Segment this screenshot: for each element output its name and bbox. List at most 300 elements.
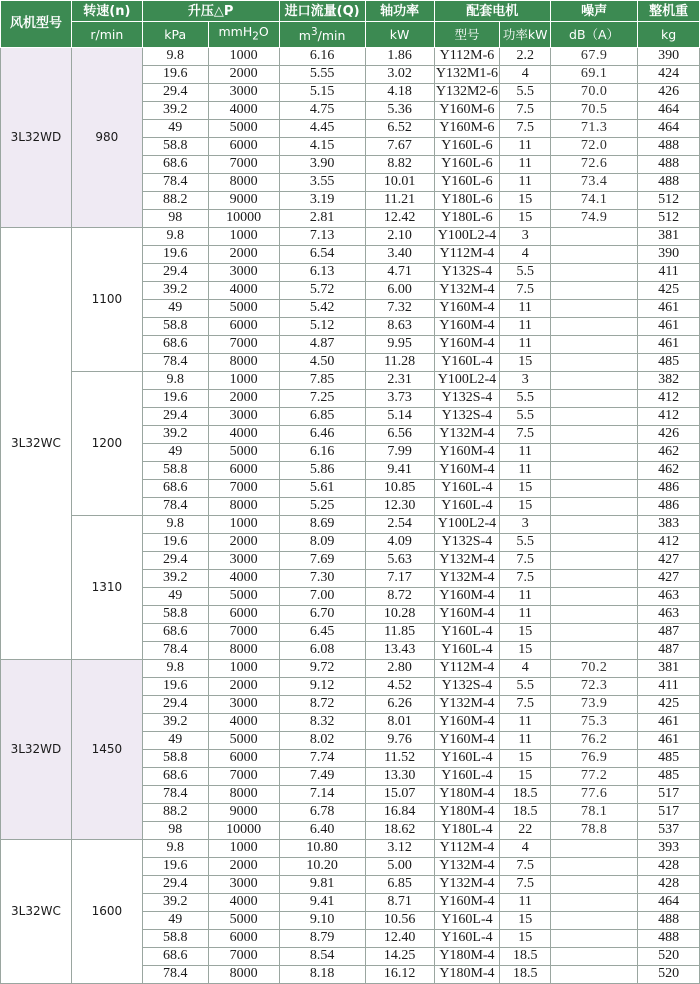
flow-cell: 8.02 — [279, 731, 365, 749]
flow-cell: 4.15 — [279, 137, 365, 155]
motor-type-cell: Y132M-4 — [434, 875, 500, 893]
pressure-mmh2o-cell: 2000 — [208, 533, 279, 551]
pressure-kpa-cell: 19.6 — [142, 65, 208, 83]
motor-type-cell: Y160M-4 — [434, 605, 500, 623]
table-row — [1, 47, 700, 65]
weight-cell: 517 — [638, 803, 700, 821]
unit-flow-sup: 3 — [310, 26, 318, 39]
noise-cell — [551, 425, 638, 443]
motor-power-cell: 4 — [500, 839, 551, 857]
shaft-power-cell: 11.21 — [365, 191, 434, 209]
motor-type-cell: Y180L-6 — [434, 209, 500, 227]
unit-flow — [279, 22, 365, 48]
motor-type-cell: Y160M-4 — [434, 893, 500, 911]
pressure-mmh2o-cell: 5000 — [208, 299, 279, 317]
motor-power-cell: 3 — [500, 227, 551, 245]
noise-cell — [551, 893, 638, 911]
pressure-mmh2o-cell: 7000 — [208, 947, 279, 965]
weight-cell: 488 — [638, 929, 700, 947]
motor-power-cell: 3 — [500, 371, 551, 389]
pressure-mmh2o-cell: 2000 — [208, 65, 279, 83]
flow-cell: 8.32 — [279, 713, 365, 731]
flow-cell: 6.70 — [279, 605, 365, 623]
weight-cell: 537 — [638, 821, 700, 839]
noise-cell: 76.9 — [551, 749, 638, 767]
noise-cell — [551, 245, 638, 263]
pressure-kpa-cell: 78.4 — [142, 353, 208, 371]
header-pressure: 升压△P — [142, 1, 279, 22]
noise-cell — [551, 911, 638, 929]
fan-model-cell: 3L32WC — [1, 839, 72, 983]
noise-cell: 72.0 — [551, 137, 638, 155]
shaft-power-cell: 3.02 — [365, 65, 434, 83]
shaft-power-cell: 2.54 — [365, 515, 434, 533]
pressure-kpa-cell: 78.4 — [142, 965, 208, 983]
motor-power-cell: 3 — [500, 515, 551, 533]
pressure-mmh2o-cell: 3000 — [208, 83, 279, 101]
shaft-power-cell: 12.30 — [365, 497, 434, 515]
pressure-mmh2o-cell: 10000 — [208, 209, 279, 227]
weight-cell: 463 — [638, 587, 700, 605]
pressure-kpa-cell: 68.6 — [142, 155, 208, 173]
noise-cell — [551, 335, 638, 353]
pressure-kpa-cell: 9.8 — [142, 371, 208, 389]
table-row — [1, 659, 700, 677]
motor-type-cell: Y160L-6 — [434, 137, 500, 155]
weight-cell: 428 — [638, 875, 700, 893]
motor-type-cell: Y132M-4 — [434, 695, 500, 713]
pressure-kpa-cell: 68.6 — [142, 335, 208, 353]
motor-power-cell: 15 — [500, 497, 551, 515]
weight-cell: 411 — [638, 677, 700, 695]
pressure-mmh2o-cell: 2000 — [208, 857, 279, 875]
shaft-power-cell: 8.82 — [365, 155, 434, 173]
shaft-power-cell: 10.56 — [365, 911, 434, 929]
noise-cell — [551, 515, 638, 533]
shaft-power-cell: 6.85 — [365, 875, 434, 893]
shaft-power-cell: 7.99 — [365, 443, 434, 461]
motor-power-cell: 22 — [500, 821, 551, 839]
noise-cell: 73.4 — [551, 173, 638, 191]
noise-cell: 72.6 — [551, 155, 638, 173]
motor-type-cell: Y160L-4 — [434, 749, 500, 767]
weight-cell: 485 — [638, 353, 700, 371]
noise-cell — [551, 587, 638, 605]
pressure-kpa-cell: 88.2 — [142, 191, 208, 209]
motor-type-cell: Y132S-4 — [434, 407, 500, 425]
motor-type-cell: Y132M-4 — [434, 857, 500, 875]
pressure-kpa-cell: 78.4 — [142, 173, 208, 191]
table-row — [1, 515, 700, 533]
weight-cell: 512 — [638, 191, 700, 209]
pressure-mmh2o-cell: 4000 — [208, 569, 279, 587]
noise-cell — [551, 551, 638, 569]
pressure-kpa-cell: 9.8 — [142, 839, 208, 857]
pressure-mmh2o-cell: 7000 — [208, 623, 279, 641]
pressure-mmh2o-cell: 4000 — [208, 893, 279, 911]
motor-type-cell: Y180M-4 — [434, 947, 500, 965]
pressure-mmh2o-cell: 5000 — [208, 443, 279, 461]
pressure-mmh2o-cell: 6000 — [208, 605, 279, 623]
motor-power-cell: 4 — [500, 245, 551, 263]
header-row — [1, 1, 700, 22]
pressure-kpa-cell: 19.6 — [142, 857, 208, 875]
pressure-kpa-cell: 58.8 — [142, 317, 208, 335]
pressure-kpa-cell: 58.8 — [142, 605, 208, 623]
motor-type-cell: Y112M-4 — [434, 839, 500, 857]
motor-type-cell: Y112M-6 — [434, 47, 500, 65]
flow-cell: 10.20 — [279, 857, 365, 875]
weight-cell: 485 — [638, 767, 700, 785]
pressure-mmh2o-cell: 8000 — [208, 173, 279, 191]
noise-cell — [551, 443, 638, 461]
pressure-kpa-cell: 78.4 — [142, 785, 208, 803]
flow-cell: 6.40 — [279, 821, 365, 839]
shaft-power-cell: 9.41 — [365, 461, 434, 479]
noise-cell: 74.1 — [551, 191, 638, 209]
motor-type-cell: Y160L-4 — [434, 353, 500, 371]
shaft-power-cell: 7.32 — [365, 299, 434, 317]
weight-cell: 512 — [638, 209, 700, 227]
pressure-mmh2o-cell: 4000 — [208, 425, 279, 443]
flow-cell: 5.42 — [279, 299, 365, 317]
pressure-mmh2o-cell: 4000 — [208, 713, 279, 731]
motor-power-cell: 7.5 — [500, 281, 551, 299]
motor-type-cell: Y160M-6 — [434, 119, 500, 137]
flow-cell: 10.80 — [279, 839, 365, 857]
motor-power-cell: 11 — [500, 731, 551, 749]
fan-model-cell: 3L32WC — [1, 227, 72, 659]
shaft-power-cell: 8.63 — [365, 317, 434, 335]
weight-cell: 488 — [638, 173, 700, 191]
motor-power-cell: 5.5 — [500, 533, 551, 551]
weight-cell: 488 — [638, 155, 700, 173]
unit-motor-type: 型号 — [434, 22, 500, 48]
motor-power-cell: 5.5 — [500, 677, 551, 695]
weight-cell: 382 — [638, 371, 700, 389]
motor-power-cell: 15 — [500, 749, 551, 767]
weight-cell: 520 — [638, 965, 700, 983]
motor-power-cell: 15 — [500, 623, 551, 641]
motor-power-cell: 7.5 — [500, 695, 551, 713]
motor-type-cell: Y132S-4 — [434, 533, 500, 551]
motor-type-cell: Y180M-4 — [434, 803, 500, 821]
pressure-mmh2o-cell: 3000 — [208, 407, 279, 425]
weight-cell: 517 — [638, 785, 700, 803]
shaft-power-cell: 7.67 — [365, 137, 434, 155]
flow-cell: 5.12 — [279, 317, 365, 335]
pressure-kpa-cell: 29.4 — [142, 83, 208, 101]
flow-cell: 6.85 — [279, 407, 365, 425]
noise-cell — [551, 641, 638, 659]
noise-cell: 73.9 — [551, 695, 638, 713]
motor-power-cell: 11 — [500, 713, 551, 731]
motor-power-cell: 15 — [500, 209, 551, 227]
weight-cell: 486 — [638, 479, 700, 497]
pressure-mmh2o-cell: 5000 — [208, 119, 279, 137]
weight-cell: 425 — [638, 695, 700, 713]
table-body — [1, 47, 700, 983]
weight-cell: 381 — [638, 227, 700, 245]
pressure-mmh2o-cell: 3000 — [208, 263, 279, 281]
speed-cell: 1450 — [71, 659, 142, 839]
flow-cell: 7.00 — [279, 587, 365, 605]
flow-cell: 9.41 — [279, 893, 365, 911]
motor-type-cell: Y132M-4 — [434, 551, 500, 569]
flow-cell: 7.25 — [279, 389, 365, 407]
pressure-kpa-cell: 39.2 — [142, 893, 208, 911]
flow-cell: 4.87 — [279, 335, 365, 353]
pressure-kpa-cell: 49 — [142, 119, 208, 137]
shaft-power-cell: 4.18 — [365, 83, 434, 101]
noise-cell — [551, 299, 638, 317]
motor-type-cell: Y160M-4 — [434, 587, 500, 605]
unit-mmh2o-end: O — [258, 24, 269, 39]
motor-power-cell: 5.5 — [500, 263, 551, 281]
weight-cell: 461 — [638, 317, 700, 335]
pressure-kpa-cell: 19.6 — [142, 389, 208, 407]
pressure-kpa-cell: 19.6 — [142, 533, 208, 551]
noise-cell: 70.2 — [551, 659, 638, 677]
weight-cell: 412 — [638, 407, 700, 425]
pressure-kpa-cell: 58.8 — [142, 749, 208, 767]
shaft-power-cell: 5.00 — [365, 857, 434, 875]
flow-cell: 4.45 — [279, 119, 365, 137]
motor-power-cell: 11 — [500, 335, 551, 353]
pressure-kpa-cell: 78.4 — [142, 497, 208, 515]
noise-cell: 71.3 — [551, 119, 638, 137]
header-shaft-power: 轴功率 — [365, 1, 434, 22]
pressure-mmh2o-cell: 2000 — [208, 677, 279, 695]
pressure-kpa-cell: 39.2 — [142, 569, 208, 587]
shaft-power-cell: 9.76 — [365, 731, 434, 749]
noise-cell — [551, 857, 638, 875]
pressure-kpa-cell: 98 — [142, 209, 208, 227]
weight-cell: 381 — [638, 659, 700, 677]
motor-type-cell: Y132S-4 — [434, 389, 500, 407]
pressure-mmh2o-cell: 1000 — [208, 515, 279, 533]
weight-cell: 412 — [638, 389, 700, 407]
weight-cell: 464 — [638, 101, 700, 119]
motor-type-cell: Y160L-4 — [434, 479, 500, 497]
weight-cell: 427 — [638, 551, 700, 569]
shaft-power-cell: 4.52 — [365, 677, 434, 695]
noise-cell: 75.3 — [551, 713, 638, 731]
motor-power-cell: 15 — [500, 191, 551, 209]
pressure-mmh2o-cell: 1000 — [208, 47, 279, 65]
pressure-kpa-cell: 68.6 — [142, 479, 208, 497]
flow-cell: 5.15 — [279, 83, 365, 101]
motor-type-cell: Y160L-4 — [434, 497, 500, 515]
flow-cell: 8.72 — [279, 695, 365, 713]
shaft-power-cell: 3.73 — [365, 389, 434, 407]
motor-power-cell: 11 — [500, 317, 551, 335]
motor-power-cell: 4 — [500, 659, 551, 677]
noise-cell — [551, 533, 638, 551]
shaft-power-cell: 6.56 — [365, 425, 434, 443]
table-row — [1, 839, 700, 857]
flow-cell: 4.75 — [279, 101, 365, 119]
weight-cell: 488 — [638, 911, 700, 929]
noise-cell — [551, 263, 638, 281]
weight-cell: 461 — [638, 731, 700, 749]
pressure-kpa-cell: 68.6 — [142, 947, 208, 965]
motor-power-cell: 7.5 — [500, 551, 551, 569]
motor-power-cell: 11 — [500, 299, 551, 317]
pressure-kpa-cell: 19.6 — [142, 677, 208, 695]
flow-cell: 6.13 — [279, 263, 365, 281]
pressure-mmh2o-cell: 7000 — [208, 767, 279, 785]
weight-cell: 428 — [638, 857, 700, 875]
motor-power-cell: 11 — [500, 587, 551, 605]
flow-cell: 6.45 — [279, 623, 365, 641]
noise-cell — [551, 461, 638, 479]
pressure-kpa-cell: 58.8 — [142, 461, 208, 479]
shaft-power-cell: 6.52 — [365, 119, 434, 137]
header-flow: 进口流量(Q) — [279, 1, 365, 22]
motor-power-cell: 18.5 — [500, 803, 551, 821]
motor-power-cell: 11 — [500, 173, 551, 191]
pressure-kpa-cell: 49 — [142, 299, 208, 317]
shaft-power-cell: 16.84 — [365, 803, 434, 821]
weight-cell: 426 — [638, 83, 700, 101]
noise-cell: 69.1 — [551, 65, 638, 83]
motor-power-cell: 7.5 — [500, 119, 551, 137]
shaft-power-cell: 1.86 — [365, 47, 434, 65]
motor-power-cell: 2.2 — [500, 47, 551, 65]
pressure-kpa-cell: 39.2 — [142, 713, 208, 731]
shaft-power-cell: 8.72 — [365, 587, 434, 605]
pressure-mmh2o-cell: 6000 — [208, 461, 279, 479]
motor-type-cell: Y160L-6 — [434, 173, 500, 191]
motor-power-cell: 5.5 — [500, 389, 551, 407]
motor-power-cell: 18.5 — [500, 785, 551, 803]
motor-type-cell: Y100L2-4 — [434, 227, 500, 245]
flow-cell: 5.72 — [279, 281, 365, 299]
flow-cell: 7.49 — [279, 767, 365, 785]
weight-cell: 461 — [638, 335, 700, 353]
flow-cell: 5.25 — [279, 497, 365, 515]
motor-power-cell: 15 — [500, 929, 551, 947]
pressure-kpa-cell: 39.2 — [142, 101, 208, 119]
shaft-power-cell: 5.63 — [365, 551, 434, 569]
shaft-power-cell: 10.01 — [365, 173, 434, 191]
motor-type-cell: Y160L-4 — [434, 929, 500, 947]
table-row — [1, 371, 700, 389]
fan-model-cell: 3L32WD — [1, 659, 72, 839]
motor-power-cell: 15 — [500, 479, 551, 497]
pressure-mmh2o-cell: 3000 — [208, 875, 279, 893]
pressure-kpa-cell: 29.4 — [142, 407, 208, 425]
motor-type-cell: Y112M-4 — [434, 245, 500, 263]
motor-type-cell: Y160M-4 — [434, 335, 500, 353]
motor-power-cell: 11 — [500, 155, 551, 173]
shaft-power-cell: 5.36 — [365, 101, 434, 119]
weight-cell: 487 — [638, 641, 700, 659]
shaft-power-cell: 13.30 — [365, 767, 434, 785]
motor-type-cell: Y160M-4 — [434, 299, 500, 317]
shaft-power-cell: 11.28 — [365, 353, 434, 371]
shaft-power-cell: 3.12 — [365, 839, 434, 857]
pressure-kpa-cell: 9.8 — [142, 227, 208, 245]
noise-cell: 72.3 — [551, 677, 638, 695]
pressure-kpa-cell: 49 — [142, 443, 208, 461]
weight-cell: 464 — [638, 893, 700, 911]
noise-cell: 78.8 — [551, 821, 638, 839]
motor-power-cell: 15 — [500, 911, 551, 929]
motor-type-cell: Y180L-6 — [434, 191, 500, 209]
noise-cell — [551, 947, 638, 965]
shaft-power-cell: 8.01 — [365, 713, 434, 731]
motor-type-cell: Y180L-4 — [434, 821, 500, 839]
shaft-power-cell: 11.85 — [365, 623, 434, 641]
flow-cell: 6.16 — [279, 443, 365, 461]
flow-cell: 6.08 — [279, 641, 365, 659]
shaft-power-cell: 6.26 — [365, 695, 434, 713]
pressure-kpa-cell: 58.8 — [142, 929, 208, 947]
flow-cell: 6.54 — [279, 245, 365, 263]
motor-type-cell: Y132M-4 — [434, 569, 500, 587]
shaft-power-cell: 12.40 — [365, 929, 434, 947]
motor-type-cell: Y160L-4 — [434, 911, 500, 929]
motor-type-cell: Y100L2-4 — [434, 371, 500, 389]
shaft-power-cell: 10.28 — [365, 605, 434, 623]
motor-type-cell: Y132M2-6 — [435, 84, 499, 99]
flow-cell: 7.30 — [279, 569, 365, 587]
weight-cell: 390 — [638, 245, 700, 263]
motor-power-cell: 18.5 — [500, 947, 551, 965]
motor-power-cell: 11 — [500, 893, 551, 911]
pressure-kpa-cell: 68.6 — [142, 767, 208, 785]
motor-type-cell: Y160L-6 — [434, 155, 500, 173]
noise-cell: 76.2 — [551, 731, 638, 749]
table-row — [1, 227, 700, 245]
flow-cell: 3.90 — [279, 155, 365, 173]
header-weight: 整机重 — [638, 1, 700, 22]
motor-power-cell: 11 — [500, 137, 551, 155]
shaft-power-cell: 18.62 — [365, 821, 434, 839]
flow-cell: 6.16 — [279, 47, 365, 65]
pressure-kpa-cell: 29.4 — [142, 875, 208, 893]
noise-cell — [551, 281, 638, 299]
pressure-kpa-cell: 78.4 — [142, 641, 208, 659]
pressure-mmh2o-cell: 8000 — [208, 353, 279, 371]
unit-power: kW — [365, 22, 434, 48]
pressure-kpa-cell: 29.4 — [142, 551, 208, 569]
flow-cell: 4.50 — [279, 353, 365, 371]
noise-cell: 77.2 — [551, 767, 638, 785]
motor-type-cell: Y160M-4 — [434, 731, 500, 749]
motor-power-cell: 7.5 — [500, 101, 551, 119]
pressure-mmh2o-cell: 6000 — [208, 749, 279, 767]
pressure-mmh2o-cell: 5000 — [208, 731, 279, 749]
flow-cell: 3.55 — [279, 173, 365, 191]
noise-cell — [551, 569, 638, 587]
pressure-mmh2o-cell: 7000 — [208, 335, 279, 353]
pressure-mmh2o-cell: 10000 — [208, 821, 279, 839]
pressure-kpa-cell: 88.2 — [142, 803, 208, 821]
noise-cell — [551, 497, 638, 515]
pressure-mmh2o-cell: 3000 — [208, 551, 279, 569]
motor-power-cell: 7.5 — [500, 425, 551, 443]
flow-cell: 2.81 — [279, 209, 365, 227]
weight-cell: 462 — [638, 443, 700, 461]
pressure-kpa-cell: 9.8 — [142, 515, 208, 533]
motor-type-cell: Y160M-4 — [434, 317, 500, 335]
unit-motor-power: 功率kW — [500, 22, 551, 48]
shaft-power-cell: 14.25 — [365, 947, 434, 965]
pressure-mmh2o-cell: 5000 — [208, 587, 279, 605]
